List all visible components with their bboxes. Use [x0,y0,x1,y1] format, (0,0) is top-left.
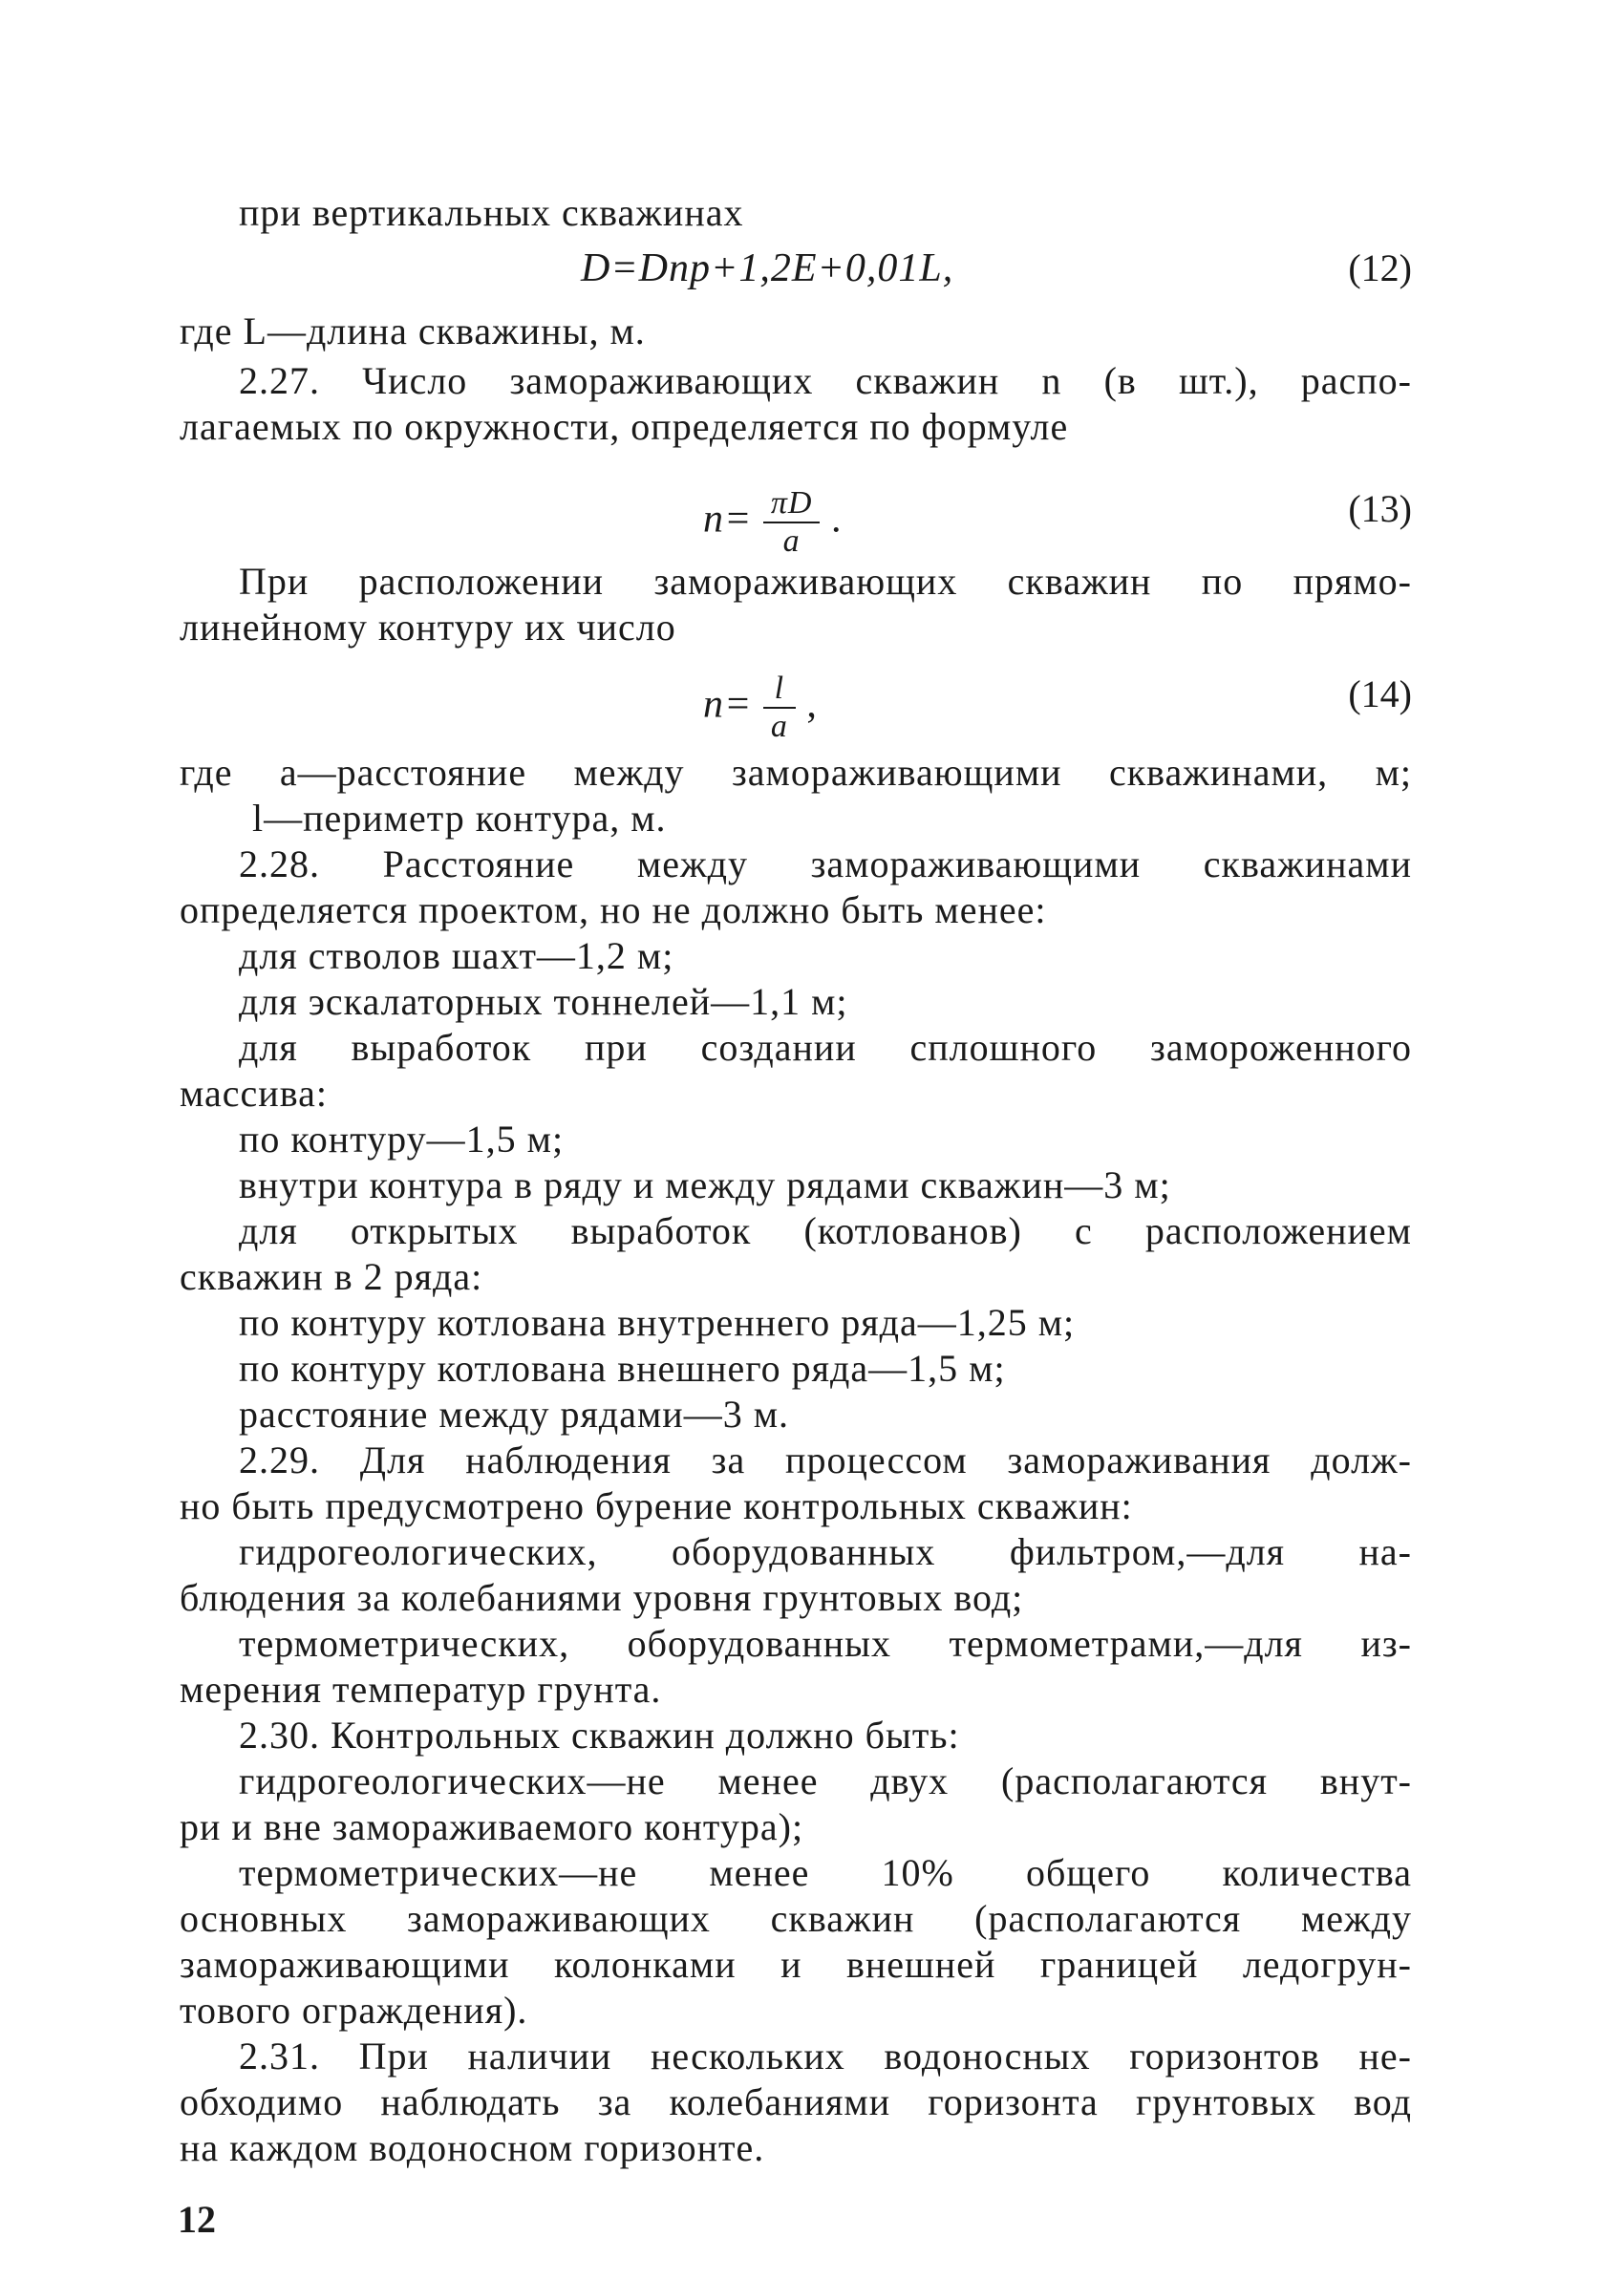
formula-13-lhs: n= [703,497,753,542]
text-line: обходимо наблюдать за колебаниями горизонта грунтовых вод [180,2080,1412,2123]
text-line: для открытых выработок (котлованов) с расположением [239,1209,1412,1252]
text-line: блюдения за колебаниями уровня грунтовых вод; [180,1576,1024,1619]
text-line: массива: [180,1072,328,1115]
text-line: гидрогеологических, оборудованных фильтром,—для на- [239,1530,1412,1573]
text-line: 2.29. Для наблюдения за процессом замораживания долж- [239,1438,1412,1481]
text-line: внутри контура в ряду и между рядами скважин—3 м; [239,1163,1171,1206]
text-line: лагаемых по окружности, определяется по формуле [180,405,1069,448]
formula-14-numerator: l [763,671,796,709]
text-line: где a—расстояние между замораживающими скважинами, м; [180,751,1412,794]
text-line: термометрических—не менее 10% общего количества [239,1851,1412,1894]
text-line: ри и вне замораживаемого контура); [180,1805,804,1848]
formula-12-expression: D=Dпр+1,2E+0,01L, [581,246,954,290]
text-line: тового ограждения). [180,1989,528,2032]
text-line: замораживающими колонками и внешней границей ледогрун- [180,1943,1412,1986]
text-line: по контуру котлована внешнего ряда—1,5 м; [239,1347,1006,1390]
text-line: линейному контуру их число [180,606,676,649]
text-line: на каждом водоносном горизонте. [180,2126,765,2169]
formula-13-numerator: πD [763,485,821,523]
formula-14-denominator: a [770,709,788,744]
text-line: l—периметр контура, м. [252,797,667,840]
text-line: для выработок при создании сплошного замороженного [239,1026,1412,1069]
formula-13 [180,464,1412,559]
text-line: термометрических, оборудованных термометрами,—для из- [239,1622,1412,1665]
text-line: скважин в 2 ряда: [180,1255,483,1298]
formula-13-tail: . [830,497,843,542]
text-line: для стволов шахт—1,2 м; [239,934,674,977]
formula-12-number: (12) [1348,246,1412,289]
text-line: основных замораживающих скважин (располагаются между [180,1897,1412,1940]
text-line: при вертикальных скважинах [239,191,744,234]
formula-12 [180,245,1412,302]
text-line: мерения температур грунта. [180,1668,662,1711]
formula-13-number: (13) [1348,487,1412,530]
text-line: по контуру—1,5 м; [239,1118,565,1161]
formula-14 [180,646,1412,744]
text-line: расстояние между рядами—3 м. [239,1393,790,1436]
text-line: но быть предусмотрено бурение контрольных скважин: [180,1484,1133,1527]
formula-13-fraction [763,485,821,560]
formula-14-fraction [763,671,796,745]
text-line: по контуру котлована внутреннего ряда—1,25 м; [239,1301,1076,1344]
text-line: где L—длина скважины, м. [180,309,646,352]
text-line: 2.28. Расстояние между замораживающими скважинами [239,842,1412,885]
formula-14-tail: , [806,682,818,727]
text-line: для эскалаторных тоннелей—1,1 м; [239,980,848,1023]
text-line: 2.27. Число замораживающих скважин n (в шт.), распо- [239,359,1412,402]
formula-14-lhs: n= [703,682,753,727]
formula-13-denominator: a [782,523,801,559]
text-line: 2.31. При наличии нескольких водоносных горизонтов не- [239,2035,1412,2078]
text-line: 2.30. Контрольных скважин должно быть: [239,1714,960,1757]
page-number: 12 [178,2198,216,2241]
text-line: При расположении замораживающих скважин по прямо- [239,560,1412,603]
text-line: определяется проектом, но не должно быть менее: [180,888,1047,931]
formula-14-number: (14) [1348,672,1412,715]
text-line: гидрогеологических—не менее двух (располагаются внут- [239,1759,1412,1802]
